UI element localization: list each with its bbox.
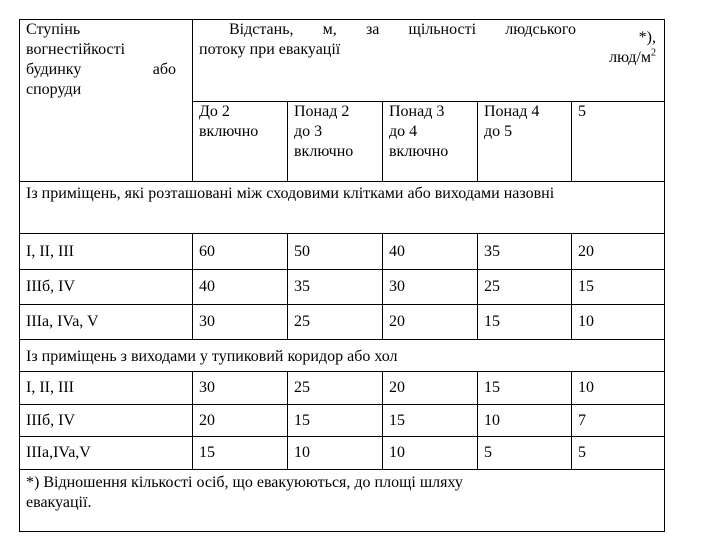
density-column-line: включно — [294, 143, 354, 160]
value-cell: 10 — [383, 437, 478, 470]
density-column-header — [193, 102, 288, 182]
degree-cell: I, II, III — [20, 372, 193, 405]
value-cell: 5 — [572, 437, 665, 470]
value-cell: 15 — [288, 405, 383, 437]
density-column-line: Понад 3 — [389, 103, 445, 120]
degree-header-line: будинку або — [26, 61, 176, 78]
value-cell: 20 — [193, 405, 288, 437]
unit-line2: люд/м — [609, 49, 651, 66]
distance-header-line2: потоку при евакуації — [199, 41, 341, 58]
value-cell: 20 — [383, 305, 478, 340]
value-cell: 15 — [478, 305, 572, 340]
value-cell: 20 — [572, 234, 665, 270]
density-column-header — [572, 102, 665, 182]
value-cell: 25 — [288, 305, 383, 340]
value-cell: 50 — [288, 234, 383, 270]
value-cell: 5 — [478, 437, 572, 470]
value-cell: 35 — [288, 270, 383, 305]
degree-cell: IIIб, IV — [20, 270, 193, 305]
density-column-line: включно — [199, 123, 259, 140]
value-cell: 15 — [572, 270, 665, 305]
degree-header-line: споруди — [26, 81, 82, 98]
value-cell: 40 — [383, 234, 478, 270]
density-column-line: до 4 — [389, 123, 418, 140]
density-column-line: До 2 — [199, 103, 230, 120]
value-cell: 10 — [478, 405, 572, 437]
value-cell: 25 — [478, 270, 572, 305]
degree-header-line: вогнестійкості — [26, 41, 126, 58]
section-title: Із приміщень, які розташовані між сходовими клітками або виходами назовні — [20, 182, 665, 234]
evacuation-distance-table — [19, 19, 665, 532]
value-cell: 10 — [572, 305, 665, 340]
value-cell: 10 — [288, 437, 383, 470]
unit-superscript: 2 — [651, 47, 656, 59]
value-cell: 10 — [572, 372, 665, 405]
section-title: Із приміщень з виходами у тупиковий коридор або хол — [20, 340, 665, 372]
footnote: *) Відношення кількості осіб, що евакуюються, до площі шляху евакуації. — [20, 470, 665, 532]
density-column-header — [288, 102, 383, 182]
density-column-header — [478, 102, 572, 182]
value-cell: 30 — [383, 270, 478, 305]
density-column-line: Понад 2 — [294, 103, 350, 120]
value-cell: 15 — [478, 372, 572, 405]
density-column-line: до 3 — [294, 123, 323, 140]
value-cell: 35 — [478, 234, 572, 270]
density-column-header — [383, 102, 478, 182]
density-column-line: до 5 — [484, 123, 513, 140]
value-cell: 30 — [193, 305, 288, 340]
value-cell: 25 — [288, 372, 383, 405]
degree-header-line: Ступінь — [26, 21, 81, 38]
value-cell: 20 — [383, 372, 478, 405]
density-unit — [609, 28, 656, 68]
degree-cell: I, II, III — [20, 234, 193, 270]
degree-cell: IIIa, IVa, V — [20, 305, 193, 340]
value-cell: 60 — [193, 234, 288, 270]
distance-header-line1: Відстань, м, за щільності людського — [229, 21, 576, 38]
density-column-line: 5 — [578, 103, 586, 120]
unit-line1: *), — [638, 29, 656, 46]
density-column-line: Понад 4 — [484, 103, 540, 120]
degree-cell: IIIб, IV — [20, 405, 193, 437]
fire-resistance-degree-header — [20, 20, 193, 182]
value-cell: 7 — [572, 405, 665, 437]
degree-cell: IIIa,IVa,V — [20, 437, 193, 470]
value-cell: 30 — [193, 372, 288, 405]
density-column-line: включно — [389, 143, 449, 160]
value-cell: 40 — [193, 270, 288, 305]
value-cell: 15 — [383, 405, 478, 437]
distance-header — [193, 20, 665, 102]
value-cell: 15 — [193, 437, 288, 470]
